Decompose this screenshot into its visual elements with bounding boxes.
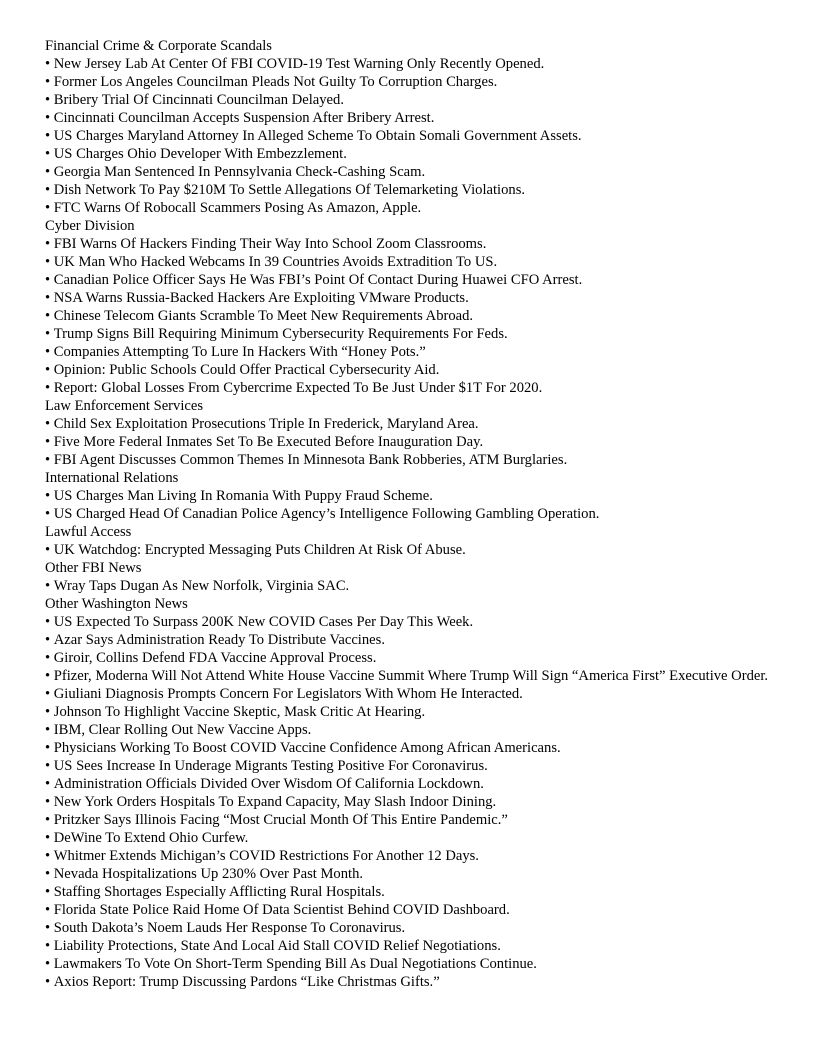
headline-item: • Nevada Hospitalizations Up 230% Over Past Month. xyxy=(45,865,785,883)
headline-list xyxy=(45,487,785,523)
headline-item: • US Expected To Surpass 200K New COVID Cases Per Day This Week. xyxy=(45,613,785,631)
headline-item: • Wray Taps Dugan As New Norfolk, Virginia SAC. xyxy=(45,577,785,595)
headline-item: • US Charges Maryland Attorney In Alleged Scheme To Obtain Somali Government Assets. xyxy=(45,127,785,145)
headline-item: • IBM, Clear Rolling Out New Vaccine Apps. xyxy=(45,721,785,739)
headline-item: • UK Watchdog: Encrypted Messaging Puts Children At Risk Of Abuse. xyxy=(45,541,785,559)
headline-item: • Lawmakers To Vote On Short-Term Spending Bill As Dual Negotiations Continue. xyxy=(45,955,785,973)
headline-item: • Companies Attempting To Lure In Hackers With “Honey Pots.” xyxy=(45,343,785,361)
headline-item: • Giuliani Diagnosis Prompts Concern For Legislators With Whom He Interacted. xyxy=(45,685,785,703)
headline-item: • Canadian Police Officer Says He Was FBI’s Point Of Contact During Huawei CFO Arrest. xyxy=(45,271,785,289)
headline-item: • Pfizer, Moderna Will Not Attend White House Vaccine Summit Where Trump Will Sign “America First” Executive Order. xyxy=(45,667,785,685)
headline-item: • Whitmer Extends Michigan’s COVID Restrictions For Another 12 Days. xyxy=(45,847,785,865)
headline-list xyxy=(45,541,785,559)
section-lawful-access xyxy=(45,523,785,559)
headline-item: • Dish Network To Pay $210M To Settle Allegations Of Telemarketing Violations. xyxy=(45,181,785,199)
headline-item: • Chinese Telecom Giants Scramble To Meet New Requirements Abroad. xyxy=(45,307,785,325)
headline-item: • South Dakota’s Noem Lauds Her Response To Coronavirus. xyxy=(45,919,785,937)
headline-item: • Georgia Man Sentenced In Pennsylvania Check-Cashing Scam. xyxy=(45,163,785,181)
headline-item: • New Jersey Lab At Center Of FBI COVID-19 Test Warning Only Recently Opened. xyxy=(45,55,785,73)
headline-list xyxy=(45,577,785,595)
headline-item: • FBI Agent Discusses Common Themes In Minnesota Bank Robberies, ATM Burglaries. xyxy=(45,451,785,469)
headline-list xyxy=(45,235,785,397)
headline-item: • Former Los Angeles Councilman Pleads Not Guilty To Corruption Charges. xyxy=(45,73,785,91)
section-heading: Cyber Division xyxy=(45,218,135,234)
section-heading: Financial Crime & Corporate Scandals xyxy=(45,38,272,54)
headline-item: • UK Man Who Hacked Webcams In 39 Countries Avoids Extradition To US. xyxy=(45,253,785,271)
section-law-enforcement-services xyxy=(45,397,785,469)
section-cyber-division xyxy=(45,217,785,397)
headline-item: • Giroir, Collins Defend FDA Vaccine Approval Process. xyxy=(45,649,785,667)
headline-item: • Florida State Police Raid Home Of Data Scientist Behind COVID Dashboard. xyxy=(45,901,785,919)
section-heading: International Relations xyxy=(45,470,179,486)
headline-item: • New York Orders Hospitals To Expand Capacity, May Slash Indoor Dining. xyxy=(45,793,785,811)
headline-item: • Trump Signs Bill Requiring Minimum Cybersecurity Requirements For Feds. xyxy=(45,325,785,343)
headline-list xyxy=(45,415,785,469)
headline-item: • US Sees Increase In Underage Migrants Testing Positive For Coronavirus. xyxy=(45,757,785,775)
headline-item: • Physicians Working To Boost COVID Vaccine Confidence Among African Americans. xyxy=(45,739,785,757)
headline-item: • NSA Warns Russia-Backed Hackers Are Exploiting VMware Products. xyxy=(45,289,785,307)
headline-item: • Bribery Trial Of Cincinnati Councilman Delayed. xyxy=(45,91,785,109)
headline-item: • Liability Protections, State And Local Aid Stall COVID Relief Negotiations. xyxy=(45,937,785,955)
headline-item: • Staffing Shortages Especially Afflicting Rural Hospitals. xyxy=(45,883,785,901)
section-heading: Other Washington News xyxy=(45,596,188,612)
section-other-washington-news xyxy=(45,595,785,991)
headline-item: • Axios Report: Trump Discussing Pardons “Like Christmas Gifts.” xyxy=(45,973,785,991)
headline-item: • US Charged Head Of Canadian Police Agency’s Intelligence Following Gambling Operation. xyxy=(45,505,785,523)
headline-item: • Child Sex Exploitation Prosecutions Triple In Frederick, Maryland Area. xyxy=(45,415,785,433)
headline-item: • Johnson To Highlight Vaccine Skeptic, Mask Critic At Hearing. xyxy=(45,703,785,721)
section-financial-crime xyxy=(45,37,785,217)
news-digest-page xyxy=(45,37,785,991)
section-heading: Lawful Access xyxy=(45,524,132,540)
headline-item: • Opinion: Public Schools Could Offer Practical Cybersecurity Aid. xyxy=(45,361,785,379)
headline-item: • Five More Federal Inmates Set To Be Executed Before Inauguration Day. xyxy=(45,433,785,451)
section-other-fbi-news xyxy=(45,559,785,595)
headline-item: • FTC Warns Of Robocall Scammers Posing As Amazon, Apple. xyxy=(45,199,785,217)
headline-item: • Pritzker Says Illinois Facing “Most Crucial Month Of This Entire Pandemic.” xyxy=(45,811,785,829)
headline-item: • Cincinnati Councilman Accepts Suspension After Bribery Arrest. xyxy=(45,109,785,127)
headline-item: • DeWine To Extend Ohio Curfew. xyxy=(45,829,785,847)
headline-item: • Report: Global Losses From Cybercrime Expected To Be Just Under $1T For 2020. xyxy=(45,379,785,397)
headline-item: • Administration Officials Divided Over Wisdom Of California Lockdown. xyxy=(45,775,785,793)
section-heading: Other FBI News xyxy=(45,560,142,576)
headline-item: • Azar Says Administration Ready To Distribute Vaccines. xyxy=(45,631,785,649)
headline-item: • FBI Warns Of Hackers Finding Their Way Into School Zoom Classrooms. xyxy=(45,235,785,253)
headline-item: • US Charges Man Living In Romania With Puppy Fraud Scheme. xyxy=(45,487,785,505)
section-heading: Law Enforcement Services xyxy=(45,398,204,414)
headline-list xyxy=(45,613,785,991)
section-international-relations xyxy=(45,469,785,523)
headline-item: • US Charges Ohio Developer With Embezzlement. xyxy=(45,145,785,163)
headline-list xyxy=(45,55,785,217)
